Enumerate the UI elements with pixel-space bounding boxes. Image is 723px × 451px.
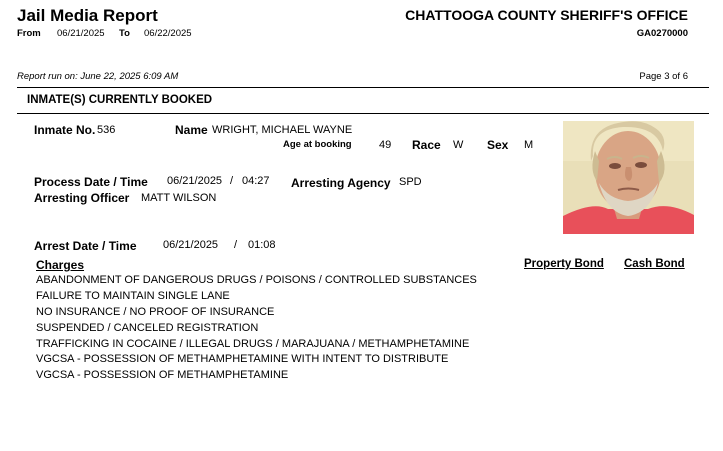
charge-item: NO INSURANCE / NO PROOF OF INSURANCE: [36, 306, 275, 318]
run-on-text: Report run on: June 22, 2025 6:09 AM: [17, 71, 179, 82]
name-value: WRIGHT, MICHAEL WAYNE: [212, 124, 353, 136]
report-title: Jail Media Report: [17, 6, 158, 25]
process-label: Process Date / Time: [34, 175, 148, 189]
from-label: From: [17, 28, 41, 39]
age-value: 49: [379, 139, 392, 151]
charge-item: TRAFFICKING IN COCAINE / ILLEGAL DRUGS / MARAJUANA / METHAMPHETAMINE: [36, 338, 470, 350]
inmate-no-value: 536: [97, 124, 116, 136]
property-bond-header: Property Bond: [524, 258, 604, 270]
process-time: 04:27: [242, 175, 270, 187]
inmate-no-label: Inmate No.: [34, 123, 96, 137]
process-separator: /: [230, 175, 234, 187]
race-label: Race: [412, 138, 441, 152]
page-number: Page 3 of 6: [639, 71, 688, 82]
ori-code: GA0270000: [636, 28, 688, 39]
inmate-photo: [563, 121, 694, 234]
arresting-agency-value: SPD: [399, 176, 422, 188]
cash-bond-header: Cash Bond: [624, 258, 685, 270]
to-date: 06/22/2025: [144, 28, 192, 39]
process-date: 06/21/2025: [167, 175, 223, 187]
arrest-separator: /: [234, 239, 238, 251]
agency-name: CHATTOOGA COUNTY SHERIFF'S OFFICE: [405, 7, 688, 23]
arresting-officer-value: MATT WILSON: [141, 192, 217, 204]
arresting-agency-label: Arresting Agency: [291, 176, 391, 190]
arrest-label: Arrest Date / Time: [34, 239, 137, 253]
sex-label: Sex: [487, 138, 509, 152]
race-value: W: [453, 139, 464, 151]
charge-item: VGCSA - POSSESSION OF METHAMPHETAMINE: [36, 369, 289, 381]
charge-item: FAILURE TO MAINTAIN SINGLE LANE: [36, 290, 230, 302]
divider-top: [17, 87, 709, 88]
charges-header: Charges: [36, 258, 85, 272]
charge-item: VGCSA - POSSESSION OF METHAMPHETAMINE WITH INTENT TO DISTRIBUTE: [36, 353, 449, 365]
arrest-date: 06/21/2025: [163, 239, 219, 251]
age-label: Age at booking: [283, 139, 352, 150]
charge-item: ABANDONMENT OF DANGEROUS DRUGS / POISONS / CONTROLLED SUBSTANCES: [36, 274, 477, 286]
divider-section: [17, 113, 709, 114]
sex-value: M: [524, 139, 534, 151]
from-date: 06/21/2025: [57, 28, 105, 39]
to-label: To: [119, 28, 130, 39]
charge-item: SUSPENDED / CANCELED REGISTRATION: [36, 322, 259, 334]
name-label: Name: [175, 123, 208, 137]
arresting-officer-label: Arresting Officer: [34, 191, 130, 205]
arrest-time: 01:08: [248, 239, 276, 251]
section-title: INMATE(S) CURRENTLY BOOKED: [27, 94, 213, 106]
